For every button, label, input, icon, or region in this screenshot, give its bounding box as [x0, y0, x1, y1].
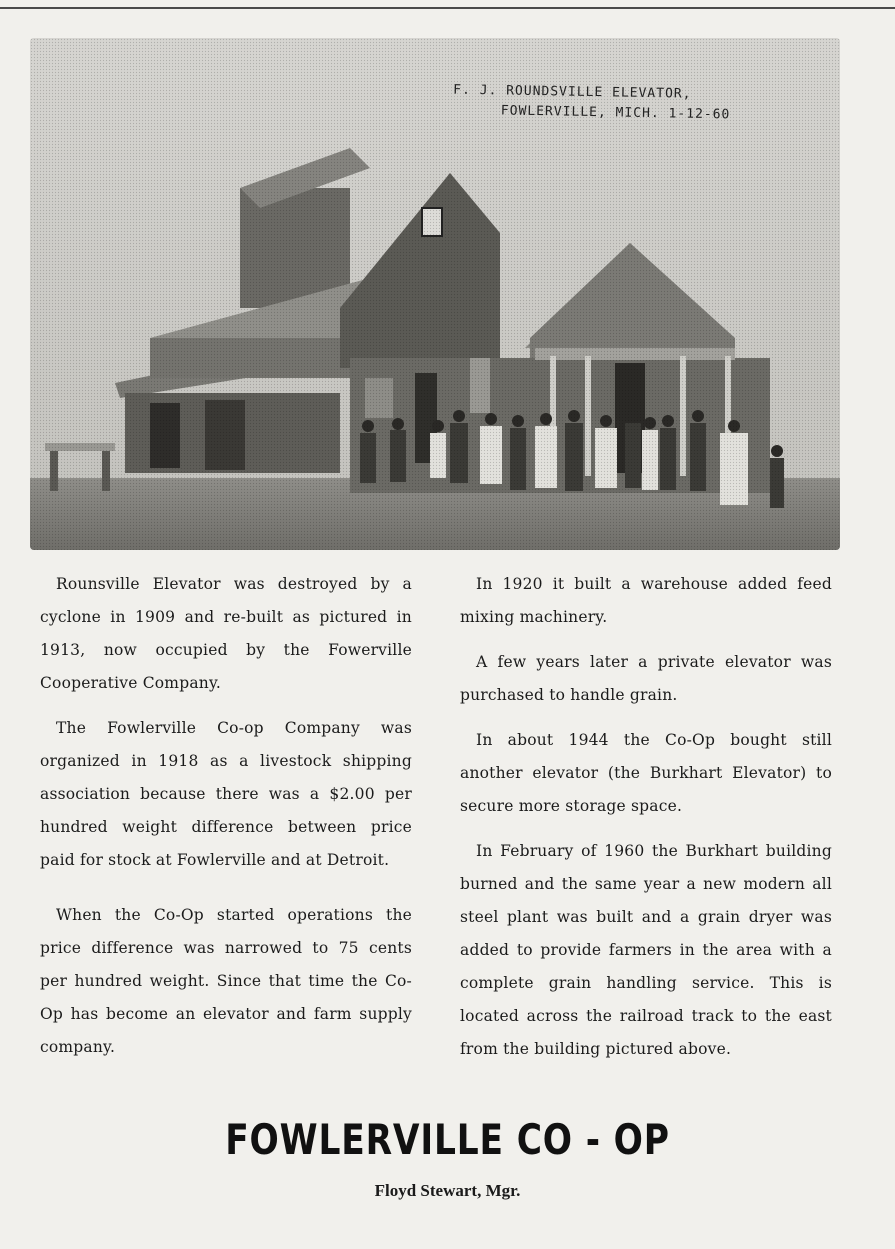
photo-caption — [452, 81, 730, 126]
paragraph-coop-organized: The Fowlerville Co-op Company was organized in 1918 as a livestock shipping association because there was a $2.00 per hundred weight difference between price paid for stock at Fowlerville and at Detroit. — [40, 719, 412, 869]
company-name-banner: FOWLERVILLE CO - OP — [225, 1115, 670, 1164]
paragraph-steel-plant-1960: In February of 1960 the Burkhart building burned and the same year a new modern all steel plant was built and a grain dryer was added to provide farmers in the area with a complete grain handling service. This is located across the railroad track to the east from the building pictured above. — [460, 842, 832, 1058]
left-column — [40, 568, 412, 1076]
paragraph-burkhart-elevator: In about 1944 the Co-Op bought still another elevator (the Burkhart Elevator) to secure more storage space. — [460, 731, 832, 815]
right-column — [460, 568, 832, 1078]
manager-name: Floyd Stewart, Mgr. — [374, 1181, 521, 1200]
elevator-photograph — [30, 38, 840, 550]
photo-caption-line-2: FOWLERVILLE, MICH. 1-12-60 — [500, 103, 730, 123]
paragraph-warehouse-1920: In 1920 it built a warehouse added feed mixing machinery. — [460, 575, 832, 626]
paragraph-private-elevator: A few years later a private elevator was purchased to handle grain. — [460, 653, 832, 704]
paragraph-coop-operations: When the Co-Op started operations the price difference was narrowed to 75 cents per hundred weight. Since that time the Co-Op has become an elevator and farm supply company. — [40, 906, 412, 1056]
photo-caption-line-1: F. J. ROUNDSVILLE ELEVATOR, — [452, 82, 692, 102]
top-rule — [0, 7, 895, 9]
paragraph-rounsville-elevator: Rounsville Elevator was destroyed by a cyclone in 1909 and re-built as pictured in 1913, now occupied by the Fowerville Cooperative Company. — [40, 575, 412, 692]
